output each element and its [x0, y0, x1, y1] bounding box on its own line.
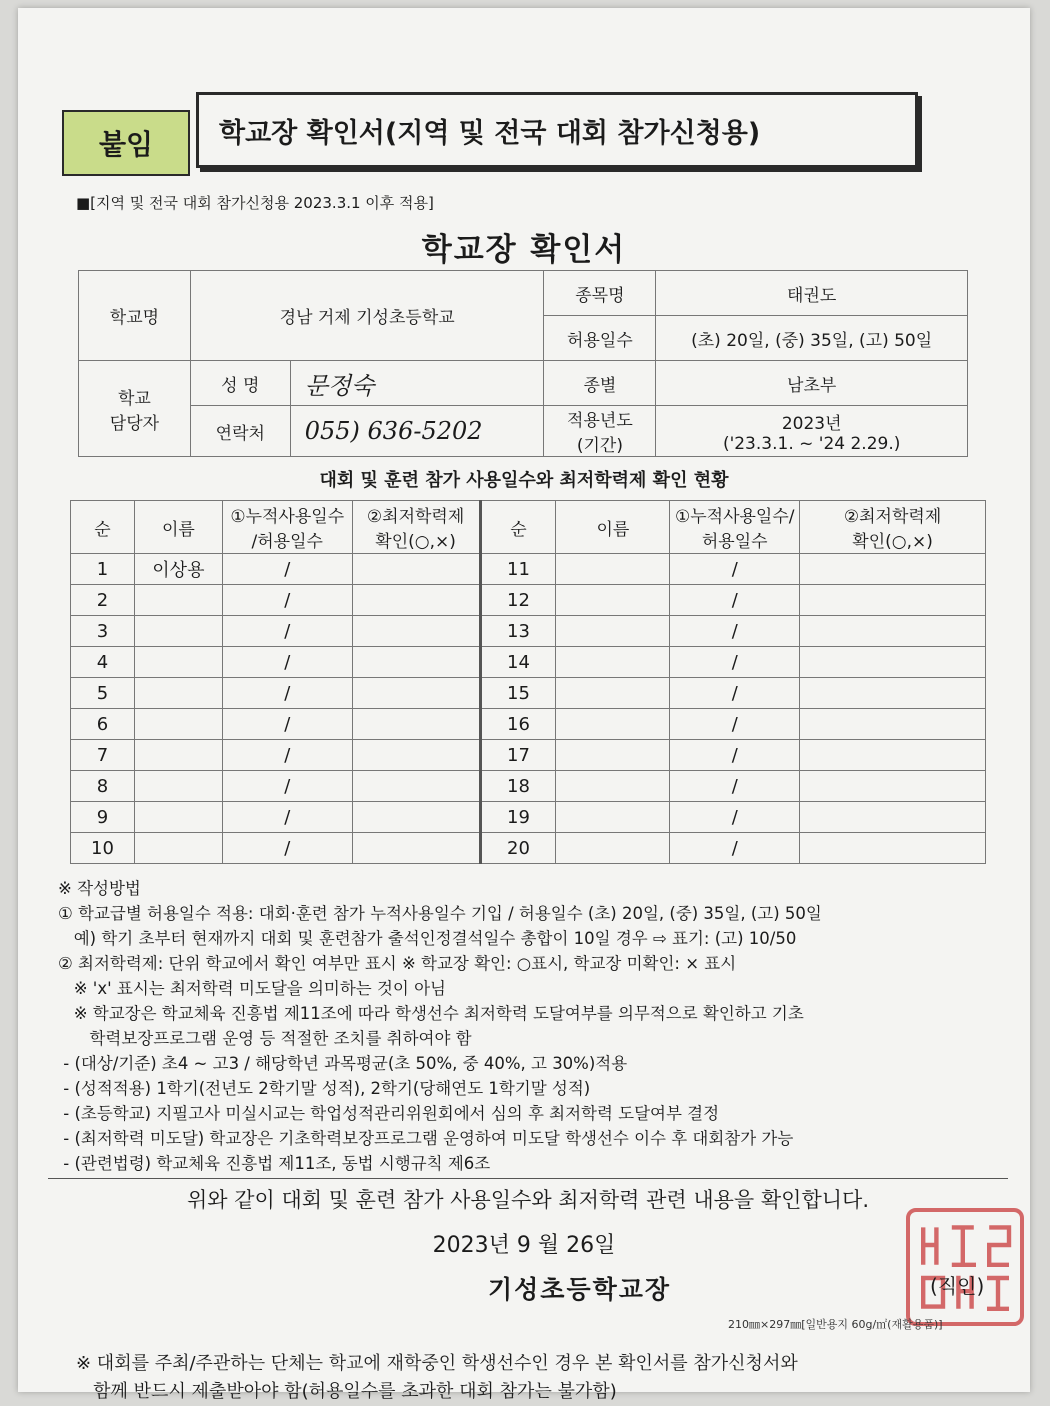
- applicability-note: ■[지역 및 전국 대회 참가신청용 2023.3.1 이후 적용]: [76, 194, 434, 212]
- table-row: [71, 585, 986, 616]
- header-check-right-line1: ②최저학력제: [843, 507, 942, 527]
- header-check: [352, 501, 480, 554]
- row-order: 8: [71, 771, 135, 802]
- contact-label: 연락처: [190, 406, 290, 457]
- footer-notice: [76, 1350, 1006, 1406]
- header-days-line2: /허용일수: [251, 532, 323, 552]
- allowed-days-label: 허용일수: [544, 316, 656, 361]
- name-value: 문정숙: [290, 361, 544, 406]
- row-days: /: [222, 771, 352, 802]
- event-value: 태권도: [656, 271, 968, 316]
- row-name: [134, 616, 222, 647]
- row-check-right: [800, 554, 986, 585]
- row-check-right: [800, 647, 986, 678]
- row-order: 9: [71, 802, 135, 833]
- row-days-right: /: [670, 647, 800, 678]
- row-days-right: /: [670, 554, 800, 585]
- row-name-right: [556, 833, 670, 864]
- header-check-line2: 확인(○,×): [375, 532, 456, 552]
- row-days-right: /: [670, 833, 800, 864]
- row-days-right: /: [670, 616, 800, 647]
- category-value: 남초부: [656, 361, 968, 406]
- header-days-right-line2: 허용일수: [701, 532, 768, 552]
- document-title: 학교장 확인서: [421, 232, 627, 268]
- signature-date: 2023년 9 월 26일: [432, 1233, 616, 1258]
- row-check: [352, 709, 480, 740]
- row-days: /: [222, 740, 352, 771]
- divider-line: [48, 1178, 1008, 1179]
- header-check-right: [800, 501, 986, 554]
- info-table: [78, 270, 968, 457]
- row-order-right: 11: [480, 554, 556, 585]
- instruction-line: ※ 'x' 표시는 최저학력 미도달을 의미하는 것이 아님: [58, 979, 446, 998]
- row-name-right: [556, 709, 670, 740]
- row-order-right: 20: [480, 833, 556, 864]
- header-check-right-line2: 확인(○,×): [852, 532, 933, 552]
- row-days: /: [222, 554, 352, 585]
- row-check: [352, 833, 480, 864]
- row-order-right: 17: [480, 740, 556, 771]
- row-check-right: [800, 678, 986, 709]
- row-order: 4: [71, 647, 135, 678]
- row-days: /: [222, 833, 352, 864]
- year-label: [544, 406, 656, 457]
- row-name: [134, 740, 222, 771]
- name-label: 성 명: [190, 361, 290, 406]
- instruction-line: 예) 학기 초부터 현재까지 대회 및 훈련참가 출석인정결석일수 총합이 10일 경우 ⇨ 표기: (고) 10/50: [58, 929, 797, 948]
- row-check: [352, 554, 480, 585]
- row-check: [352, 585, 480, 616]
- row-name: [134, 771, 222, 802]
- row-name-right: [556, 616, 670, 647]
- contact-value: 055) 636-5202: [290, 406, 544, 457]
- row-name: [134, 802, 222, 833]
- row-check: [352, 771, 480, 802]
- instruction-line: - (대상/기준) 초4 ~ 고3 / 해당학년 과목평균(초 50%, 중 40%, 고 30%)적용: [58, 1054, 628, 1073]
- row-name-right: [556, 585, 670, 616]
- row-days: /: [222, 585, 352, 616]
- row-check-right: [800, 709, 986, 740]
- school-label: 학교명: [79, 271, 191, 361]
- row-days-right: /: [670, 678, 800, 709]
- event-label: 종목명: [544, 271, 656, 316]
- row-check: [352, 802, 480, 833]
- row-check: [352, 647, 480, 678]
- row-name-right: [556, 554, 670, 585]
- row-order: 6: [71, 709, 135, 740]
- instruction-line: - (최저학력 미도달) 학교장은 기초학력보장프로그램 운영하여 미도달 학생선수 이수 후 대회참가 가능: [58, 1129, 794, 1148]
- instruction-line: ※ 학교장은 학교체육 진흥법 제11조에 따라 학생선수 최저학력 도달여부를 의무적으로 확인하고 기초: [58, 1004, 804, 1023]
- instruction-line: - (관련법령) 학교체육 진흥법 제11조, 동법 시행규칙 제6조: [58, 1154, 491, 1173]
- paper-spec: 210㎜×297㎜[일반용지 60g/㎡(재활용품)]: [728, 1318, 943, 1331]
- table-row: [71, 616, 986, 647]
- row-days-right: /: [670, 802, 800, 833]
- row-check: [352, 740, 480, 771]
- table-row: [71, 740, 986, 771]
- row-check: [352, 616, 480, 647]
- row-days: /: [222, 678, 352, 709]
- athlete-list-table: [70, 500, 986, 864]
- row-check-right: [800, 585, 986, 616]
- row-check-right: [800, 802, 986, 833]
- row-name-right: [556, 647, 670, 678]
- row-days: /: [222, 802, 352, 833]
- table-row: [71, 802, 986, 833]
- row-check-right: [800, 833, 986, 864]
- manager-label-line1: 학교: [118, 388, 151, 409]
- seal-label: (직인): [930, 1274, 985, 1298]
- table-row: [71, 678, 986, 709]
- confirmation-statement: 위와 같이 대회 및 훈련 참가 사용일수와 최저학력 관련 내용을 확인합니다.: [186, 1188, 869, 1212]
- header-check-line1: ②최저학력제: [366, 507, 465, 527]
- table-row: [71, 833, 986, 864]
- row-order-right: 19: [480, 802, 556, 833]
- official-seal-icon: [906, 1208, 1024, 1326]
- year-label-line2: (기간): [576, 436, 623, 456]
- header-order: 순: [71, 501, 135, 554]
- header-order-right: 순: [480, 501, 556, 554]
- instruction-line: - (초등학교) 지필고사 미실시교는 학업성적관리위원회에서 심의 후 최저학력 도달여부 결정: [58, 1104, 720, 1123]
- row-name: [134, 647, 222, 678]
- row-order-right: 13: [480, 616, 556, 647]
- row-order: 1: [71, 554, 135, 585]
- instruction-line: ② 최저학력제: 단위 학교에서 확인 여부만 표시 ※ 학교장 확인: ○표시, 학교장 미확인: × 표시: [58, 954, 737, 973]
- header-name: 이름: [134, 501, 222, 554]
- row-days-right: /: [670, 585, 800, 616]
- row-days: /: [222, 647, 352, 678]
- header-days-right: [670, 501, 800, 554]
- manager-label: [79, 361, 191, 457]
- instruction-line: ① 학교급별 허용일수 적용: 대회·훈련 참가 누적사용일수 기입 / 허용일수 (초) 20일, (중) 35일, (고) 50일: [58, 904, 822, 923]
- allowed-days-value: (초) 20일, (중) 35일, (고) 50일: [656, 316, 968, 361]
- row-check-right: [800, 771, 986, 802]
- row-days-right: /: [670, 771, 800, 802]
- row-days-right: /: [670, 740, 800, 771]
- header-days: [222, 501, 352, 554]
- row-name-right: [556, 740, 670, 771]
- row-order: 7: [71, 740, 135, 771]
- row-order: 5: [71, 678, 135, 709]
- attachment-tag: 붙임: [62, 110, 190, 176]
- header-days-line1: ①누적사용일수: [230, 507, 345, 527]
- row-order-right: 15: [480, 678, 556, 709]
- school-value: 경남 거제 기성초등학교: [190, 271, 544, 361]
- row-order: 2: [71, 585, 135, 616]
- row-days: /: [222, 709, 352, 740]
- row-name-right: [556, 802, 670, 833]
- row-days-right: /: [670, 709, 800, 740]
- principal-name: 기성초등학교장: [488, 1275, 672, 1304]
- row-check: [352, 678, 480, 709]
- instruction-line: - (성적적용) 1학기(전년도 2학기말 성적), 2학기(당해연도 1학기말 성적): [58, 1079, 591, 1098]
- row-name-right: [556, 771, 670, 802]
- row-order-right: 12: [480, 585, 556, 616]
- year-value-line2: ('23.3.1. ~ '24 2.29.): [722, 433, 901, 454]
- footer-line: ※ 대회를 주최/주관하는 단체는 학교에 재학중인 학생선수인 경우 본 확인서를 참가신청서와: [76, 1353, 798, 1374]
- writing-instructions: [58, 876, 998, 1176]
- manager-label-line2: 담당자: [109, 413, 160, 434]
- header-days-right-line1: ①누적사용일수/: [674, 507, 795, 527]
- row-order: 10: [71, 833, 135, 864]
- row-order-right: 16: [480, 709, 556, 740]
- instruction-line: 학력보장프로그램 운영 등 적절한 조치를 취하여야 함: [58, 1029, 472, 1048]
- row-name: 이상용: [134, 554, 222, 585]
- table-row: [71, 709, 986, 740]
- row-name-right: [556, 678, 670, 709]
- year-value: [656, 406, 968, 457]
- row-name: [134, 678, 222, 709]
- status-section-title: 대회 및 훈련 참가 사용일수와 최저학력제 확인 현황: [319, 470, 729, 491]
- row-name: [134, 709, 222, 740]
- footer-line: 함께 반드시 제출받아야 함(허용일수를 초과한 대회 참가는 불가함): [76, 1381, 617, 1402]
- header-name-right: 이름: [556, 501, 670, 554]
- table-row: [71, 771, 986, 802]
- row-check-right: [800, 740, 986, 771]
- category-label: 종별: [544, 361, 656, 406]
- table-row: [71, 647, 986, 678]
- table-row: [71, 554, 986, 585]
- instruction-line: ※ 작성방법: [58, 879, 141, 898]
- year-label-line1: 적용년도: [567, 411, 633, 431]
- form-banner-title: 학교장 확인서(지역 및 전국 대회 참가신청용): [196, 92, 918, 168]
- seal-graphic: [910, 1212, 1020, 1322]
- year-value-line1: 2023년: [781, 413, 842, 434]
- row-name: [134, 833, 222, 864]
- document-sheet: [18, 8, 1030, 1402]
- row-name: [134, 585, 222, 616]
- row-order: 3: [71, 616, 135, 647]
- row-check-right: [800, 616, 986, 647]
- row-order-right: 18: [480, 771, 556, 802]
- row-days: /: [222, 616, 352, 647]
- row-order-right: 14: [480, 647, 556, 678]
